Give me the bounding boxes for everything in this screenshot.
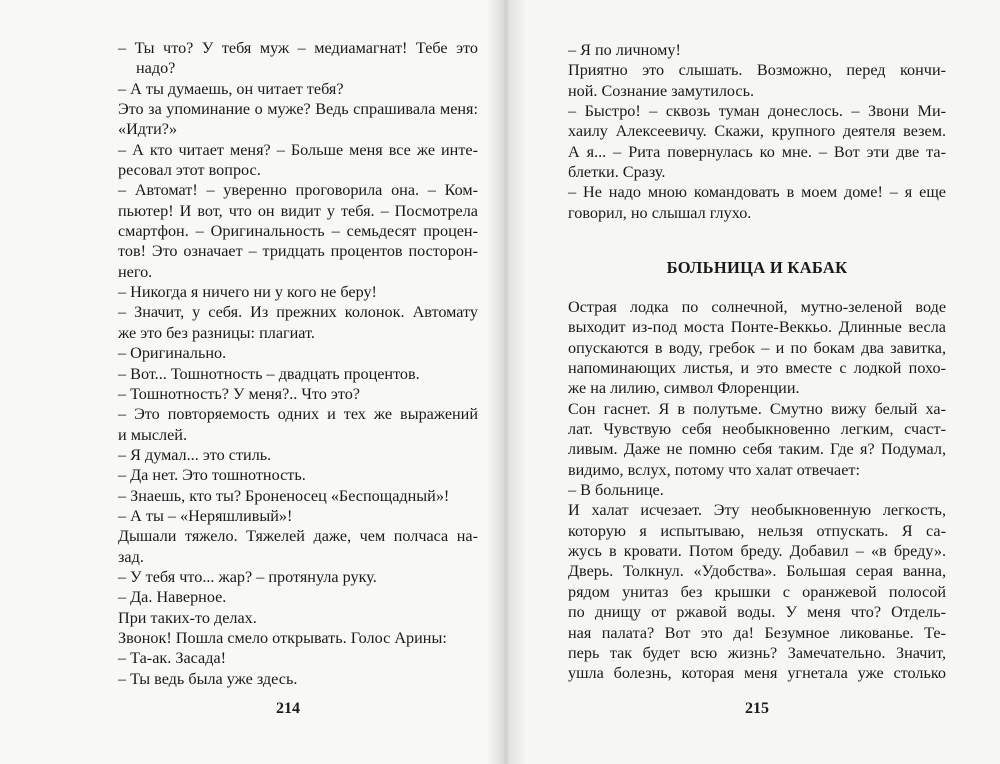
text-line: него. [118,262,153,281]
text-line: Сон гаснет. Я в полутьме. Смутно вижу белый ха- [568,399,946,418]
text-line: перь так будет всю жизнь? Замечательно. Значит, [568,643,946,662]
page-number: 215 [745,700,769,717]
text-line: ресовал этот вопрос. [118,161,261,180]
text-line: по днищу от ржавой воды. У меня что? Отдель- [568,603,946,622]
page-number: 214 [276,700,300,717]
text-line: – Да нет. Это тошнотность. [118,466,306,485]
text-line: и мыслей. [118,425,187,444]
text-line: – Я думал... это стиль. [118,445,272,464]
text-line: Звонок! Пошла смело открывать. Голос Арины: [118,628,447,647]
text-line: лат. Чувствую себя необыкновенно легким, счаст- [568,420,946,439]
text-line: блетки. Сразу. [568,163,666,182]
right-page [500,0,1000,764]
text-line: А я... – Рита повернулась ко мне. – Вот эти две та- [568,142,946,161]
text-line: – Быстро! – сквозь туман донеслось. – Звони Ми- [568,102,946,121]
text-line: надо? [136,59,176,78]
text-line: – Ты что? У тебя муж – медиамагнат! Тебе это [118,39,478,57]
text-line: опускаются в воду, гребок – и по бокам два завитка, [568,338,946,357]
right-page-text-bottom [568,297,946,684]
text-line: ной. Сознание замутилось. [568,81,755,100]
text-line: говорил, но слышал глухо. [568,203,752,222]
text-line: – Значит, у себя. Из прежних колонок. Автомату [118,303,478,322]
text-line: же на лилию, символ Флоренции. [568,379,800,398]
text-line: же это без разницы: плагиат. [118,323,315,342]
text-line: смартфон. – Оригинальность – семьдесят процен- [118,222,478,241]
text-line: Дышали тяжело. Тяжелей даже, чем полчаса на- [118,527,478,546]
text-line: Приятно это слышать. Возможно, перед кончи- [568,61,946,80]
right-page-text-top [568,40,946,223]
text-line: жусь в кровати. Потом бреду. Добавил – «в бреду». [568,542,946,561]
text-line: Острая лодка по солнечной, мутно-зеленой воде [568,298,946,316]
text-line: тов! Это означает – тридцать процентов посторон- [118,242,478,261]
text-line: – Я по личному! [568,41,681,59]
text-line: – Да. Наверное. [118,588,227,607]
text-line: рядом унитаз без крышки с оранжевой полосой [568,582,946,601]
text-line: «Идти?» [118,120,178,139]
text-line: – Вот... Тошнотность – двадцать процентов. [118,364,420,383]
text-line: ушла болезнь, которая меня угнетала уже столько [568,664,946,683]
text-line: – Не надо мною командовать в моем доме! – я еще [568,183,946,202]
text-line: ливым. Даже не помню себя таким. Где я? Подумал, [568,440,946,459]
text-line: Дверь. Толкнул. «Удобства». Большая серая ванна, [568,562,946,581]
text-line: ная палата? Вот это да! Безумное ликованье. Те- [568,623,946,642]
left-page-text [118,38,478,689]
text-line: – А кто читает меня? – Больше меня все же инте- [118,140,478,159]
text-line: При таких-то делах. [118,608,257,627]
text-line: – Автомат! – уверенно проговорила она. – Ком- [118,181,478,200]
text-line: зад. [118,547,144,566]
text-line: – Ты ведь была уже здесь. [118,669,298,688]
text-line: И халат исчезает. Эту необыкновенную легкость, [568,501,946,520]
text-line: – А ты – «Неряшливый»! [118,506,293,525]
text-line: – Знаешь, кто ты? Броненосец «Беспощадный»! [118,486,450,505]
text-line: – В больнице. [568,481,664,500]
text-line: которую я испытываю, нельзя отпускать. Я са- [568,521,946,540]
text-line: – Та-ак. Засада! [118,649,227,668]
text-line: – Оригинально. [118,344,227,363]
text-line: – Это повторяемость одних и тех же выражений [118,405,478,424]
chapter-title: БОЛЬНИЦА И КАБАК [666,258,848,277]
text-line: Это за упоминание о муже? Ведь спрашивала меня: [118,100,478,119]
text-line: напоминающих листья, и это вместе с лодкой похо- [568,359,946,378]
text-line: видимо, вслух, потому что халат отвечает: [568,460,860,479]
text-line: – Тошнотность? У меня?.. Что это? [118,384,360,403]
text-line: пьютер! И вот, что он видит у тебя. – Посмотрела [118,201,478,220]
text-line: – Никогда я ничего ни у кого не беру! [118,283,377,302]
text-line: выходит из-под моста Понте-Веккьо. Длинные весла [568,318,946,337]
text-line: хаилу Алексеевичу. Скажи, крупного деятеля везем. [568,122,946,141]
text-line: – У тебя что... жар? – протянула руку. [118,567,377,586]
text-line: – А ты думаешь, он читает тебя? [118,79,344,98]
